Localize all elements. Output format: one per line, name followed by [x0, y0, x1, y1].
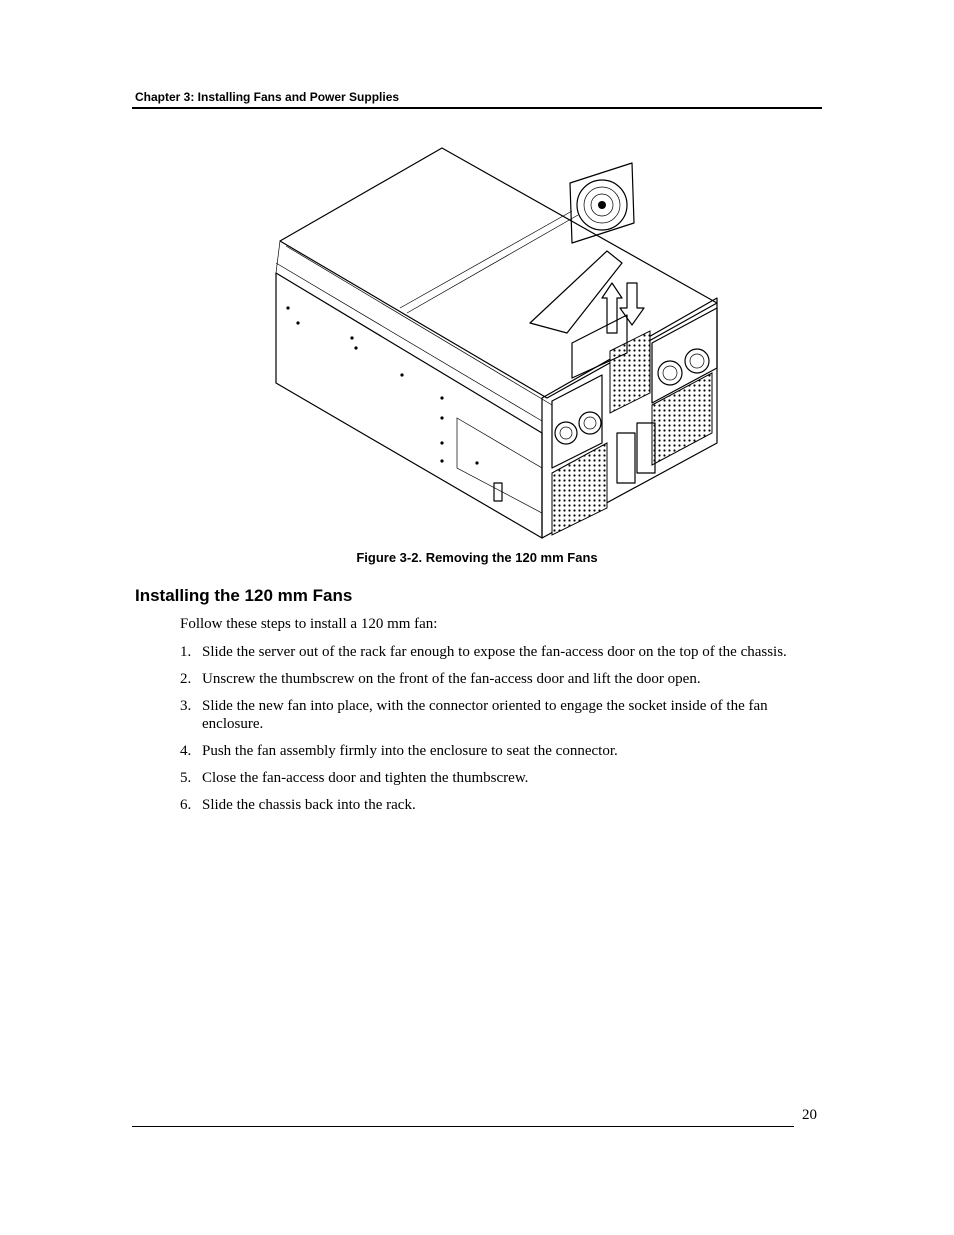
list-item	[180, 770, 800, 788]
step-number: 3.	[180, 698, 192, 714]
header-rule	[132, 107, 822, 109]
chapter-header: Chapter 3: Installing Fans and Power Supplies	[135, 90, 400, 104]
step-number: 2.	[180, 671, 192, 687]
step-text: Push the fan assembly firmly into the enclosure to seat the connector.	[202, 742, 618, 759]
list-item	[180, 644, 800, 662]
step-text: Slide the new fan into place, with the connector oriented to engage the socket inside of the fan enclosure.	[202, 698, 768, 732]
step-number: 5.	[180, 769, 192, 786]
intro-text: Follow these steps to install a 120 mm fan:	[180, 616, 438, 632]
step-text: Close the fan-access door and tighten the thumbscrew.	[202, 769, 529, 786]
list-item	[180, 743, 800, 761]
step-number: 6.	[180, 796, 192, 813]
list-item	[180, 797, 800, 815]
list-item	[180, 698, 800, 733]
page-number: 20	[802, 1107, 817, 1123]
footer-rule	[132, 1126, 794, 1127]
figure-caption: Figure 3-2. Removing the 120 mm Fans	[356, 550, 598, 565]
section-heading: Installing the 120 mm Fans	[135, 586, 353, 605]
steps-list	[180, 644, 800, 824]
step-number: 1.	[180, 644, 192, 660]
step-text: Unscrew the thumbscrew on the front of the fan-access door and lift the door open.	[202, 671, 701, 687]
server-chassis-illustration	[272, 143, 732, 543]
step-number: 4.	[180, 742, 192, 759]
step-text: Slide the chassis back into the rack.	[202, 796, 416, 813]
step-text: Slide the server out of the rack far enough to expose the fan-access door on the top of the chassis.	[202, 644, 787, 660]
list-item	[180, 671, 800, 689]
